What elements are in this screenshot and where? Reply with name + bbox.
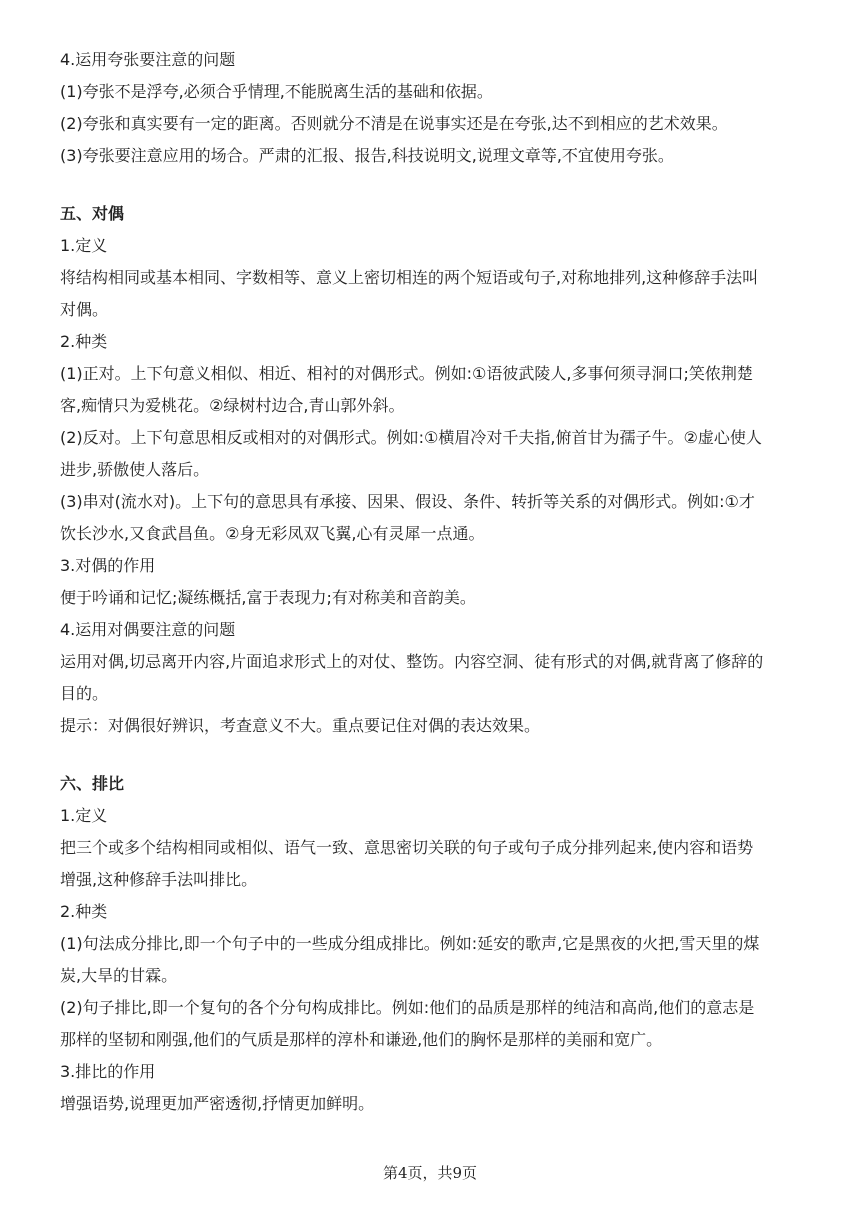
section-gap	[60, 172, 804, 198]
paragraph-line: 增强语势,说理更加严密透彻,抒情更加鲜明。	[60, 1094, 375, 1113]
page-number: 第4页，共9页	[382, 1164, 478, 1182]
subsection-title: 3.对偶的作用	[60, 556, 156, 575]
subsection-title: 3.排比的作用	[60, 1062, 156, 1081]
section-heading: 六、排比	[60, 774, 125, 793]
section-heading: 五、对偶	[60, 204, 125, 223]
paragraph-line: (1)正对。上下句意义相似、相近、相衬的对偶形式。例如:①语彼武陵人,多事何须寻洞口;笑侬荆楚	[60, 364, 753, 383]
tip-line: 提示：对偶很好辨识，考查意义不大。重点要记住对偶的表达效果。	[60, 716, 541, 735]
paragraph-line: 便于吟诵和记忆;凝练概括,富于表现力;有对称美和音韵美。	[60, 588, 476, 607]
paragraph-line: (2)反对。上下句意思相反或相对的对偶形式。例如:①横眉冷对千夫指,俯首甘为孺子牛。②虚心使人	[60, 428, 762, 447]
section-gap	[60, 742, 804, 768]
paragraph-line: (1)句法成分排比,即一个句子中的一些成分组成排比。例如:延安的歌声,它是黑夜的火把,雪天里的煤	[60, 934, 760, 953]
paragraph-line: (2)夸张和真实要有一定的距离。否则就分不清是在说事实还是在夸张,达不到相应的艺术效果。	[60, 114, 728, 133]
subsection-title: 2.种类	[60, 332, 108, 351]
paragraph-line: 炭,大旱的甘霖。	[60, 966, 178, 985]
paragraph-line: (3)夸张要注意应用的场合。严肃的汇报、报告,科技说明文,说理文章等,不宜使用夸张。	[60, 146, 674, 165]
paragraph-line: 运用对偶,切忌离开内容,片面追求形式上的对仗、整饬。内容空洞、徒有形式的对偶,就背离了修辞的	[60, 652, 764, 671]
paragraph-line: 客,痴情只为爱桃花。②绿树村边合,青山郭外斜。	[60, 396, 405, 415]
paragraph-line: (2)句子排比,即一个复句的各个分句构成排比。例如:他们的品质是那样的纯洁和高尚,他们的意志是	[60, 998, 755, 1017]
paragraph-line: 饮长沙水,又食武昌鱼。②身无彩凤双飞翼,心有灵犀一点通。	[60, 524, 485, 543]
subsection-title: 4.运用对偶要注意的问题	[60, 620, 236, 639]
paragraph-line: 将结构相同或基本相同、字数相等、意义上密切相连的两个短语或句子,对称地排列,这种修辞手法叫	[60, 268, 759, 287]
paragraph-line: 把三个或多个结构相同或相似、语气一致、意思密切关联的句子或句子成分排列起来,使内容和语势	[60, 838, 754, 857]
paragraph-line: 目的。	[60, 684, 109, 703]
subsection-title: 2.种类	[60, 902, 108, 921]
paragraph-line: 进步,骄傲使人落后。	[60, 460, 210, 479]
paragraph-line: 对偶。	[60, 300, 109, 319]
subsection-title: 1.定义	[60, 806, 108, 825]
subsection-title: 4.运用夸张要注意的问题	[60, 50, 236, 69]
paragraph-line: 增强,这种修辞手法叫排比。	[60, 870, 258, 889]
paragraph-line: (3)串对(流水对)。上下句的意思具有承接、因果、假设、条件、转折等关系的对偶形式。例如:①才	[60, 492, 755, 511]
subsection-title: 1.定义	[60, 236, 108, 255]
paragraph-line: 那样的坚韧和刚强,他们的气质是那样的淳朴和谦逊,他们的胸怀是那样的美丽和宽广。	[60, 1030, 663, 1049]
paragraph-line: (1)夸张不是浮夸,必须合乎情理,不能脱离生活的基础和依据。	[60, 82, 493, 101]
